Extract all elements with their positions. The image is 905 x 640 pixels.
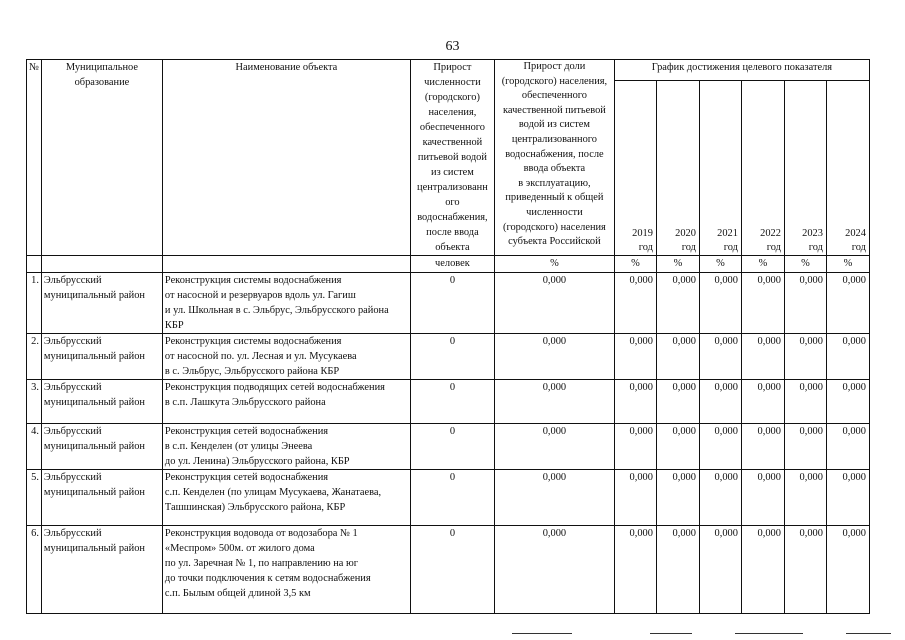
row-year-2019: 0,000 <box>614 334 656 380</box>
row-population: 0 <box>410 470 494 526</box>
unit-year: % <box>784 256 826 273</box>
table-row <box>27 334 870 380</box>
row-year-2019: 0,000 <box>614 526 656 614</box>
row-share: 0,000 <box>494 334 614 380</box>
header-year-2022: 2022 год <box>741 80 784 255</box>
table-row <box>27 380 870 424</box>
row-year-2019: 0,000 <box>614 380 656 424</box>
unit-year: % <box>826 256 869 273</box>
row-population: 0 <box>410 424 494 470</box>
header-increase-population: Прирост численности (городского) населения, обеспеченного качественной питьевой водой из систем централизованн ого водоснабжения, после ввода объекта <box>410 60 494 256</box>
row-municipality: Эльбрусский муниципальный район <box>41 526 162 614</box>
table-row <box>27 526 870 614</box>
row-municipality: Эльбрусский муниципальный район <box>41 334 162 380</box>
row-year-2023: 0,000 <box>784 526 826 614</box>
table-row <box>27 273 870 334</box>
row-share: 0,000 <box>494 526 614 614</box>
row-year-2019: 0,000 <box>614 470 656 526</box>
row-object: Реконструкция сетей водоснабжения в с.п. Кенделен (от улицы Энеева до ул. Ленина) Эльбрусского района, КБР <box>162 424 410 470</box>
row-year-2020: 0,000 <box>656 424 699 470</box>
page-number: 63 <box>445 39 460 54</box>
row-year-2023: 0,000 <box>784 273 826 334</box>
row-number: 2. <box>27 334 42 380</box>
row-year-2023: 0,000 <box>784 334 826 380</box>
row-population: 0 <box>410 273 494 334</box>
row-year-2023: 0,000 <box>784 470 826 526</box>
scan-artifact-line <box>512 633 572 634</box>
row-year-2024: 0,000 <box>826 470 869 526</box>
row-year-2019: 0,000 <box>614 424 656 470</box>
row-object: Реконструкция сетей водоснабжения с.п. Кенделен (по улицам Мусукаева, Жанатаева, Ташшинская) Эльбрусского района, КБР <box>162 470 410 526</box>
row-municipality: Эльбрусский муниципальный район <box>41 273 162 334</box>
row-year-2022: 0,000 <box>741 334 784 380</box>
target-indicator-table <box>26 59 870 614</box>
row-year-2022: 0,000 <box>741 470 784 526</box>
row-year-2023: 0,000 <box>784 424 826 470</box>
header-num: № <box>27 60 42 256</box>
unit-population: человек <box>410 256 494 273</box>
row-year-2020: 0,000 <box>656 380 699 424</box>
row-year-2023: 0,000 <box>784 380 826 424</box>
row-year-2024: 0,000 <box>826 526 869 614</box>
row-object: Реконструкция водовода от водозабора № 1 «Меспром» 500м. от жилого дома по ул. Заречная № 1, по направлению на юг до точки подключения к сетям водоснабжения с.п. Былым общей длиной 3,5 км <box>162 526 410 614</box>
header-year-2020: 2020 год <box>656 80 699 255</box>
row-object: Реконструкция системы водоснабжения от насосной по. ул. Лесная и ул. Мусукаева в с. Эльбрус, Эльбрусского района КБР <box>162 334 410 380</box>
row-year-2020: 0,000 <box>656 470 699 526</box>
row-share: 0,000 <box>494 380 614 424</box>
unit-year: % <box>656 256 699 273</box>
row-year-2024: 0,000 <box>826 380 869 424</box>
row-year-2020: 0,000 <box>656 526 699 614</box>
header-year-2023: 2023 год <box>784 80 826 255</box>
units-row <box>27 256 870 273</box>
row-year-2021: 0,000 <box>699 424 741 470</box>
row-year-2022: 0,000 <box>741 380 784 424</box>
table-row <box>27 470 870 526</box>
row-year-2020: 0,000 <box>656 334 699 380</box>
row-number: 5. <box>27 470 42 526</box>
row-year-2021: 0,000 <box>699 470 741 526</box>
row-year-2024: 0,000 <box>826 334 869 380</box>
unit-share: % <box>494 256 614 273</box>
row-year-2021: 0,000 <box>699 380 741 424</box>
row-year-2019: 0,000 <box>614 273 656 334</box>
header-year-2024: 2024 год <box>826 80 869 255</box>
row-municipality: Эльбрусский муниципальный район <box>41 470 162 526</box>
row-year-2021: 0,000 <box>699 334 741 380</box>
header-year-2019: 2019 год <box>614 80 656 255</box>
row-object: Реконструкция системы водоснабжения от насосной и резервуаров вдоль ул. Гагиш и ул. Школьная в с. Эльбрус, Эльбрусского района КБР <box>162 273 410 334</box>
unit-year: % <box>699 256 741 273</box>
row-year-2022: 0,000 <box>741 273 784 334</box>
header-increase-share: Прирост доли (городского) населения, обеспеченного качественной питьевой водой из систем централизованного водоснабжения, после ввода объекта в эксплуатацию, приведенный к общей численности (городского) населения субъекта Российской <box>494 60 614 256</box>
unit-year: % <box>741 256 784 273</box>
row-number: 1. <box>27 273 42 334</box>
row-year-2022: 0,000 <box>741 526 784 614</box>
row-municipality: Эльбрусский муниципальный район <box>41 380 162 424</box>
row-population: 0 <box>410 526 494 614</box>
row-year-2024: 0,000 <box>826 273 869 334</box>
row-year-2021: 0,000 <box>699 273 741 334</box>
header-schedule: График достижения целевого показателя <box>614 60 869 81</box>
row-share: 0,000 <box>494 470 614 526</box>
header-object-name: Наименование объекта <box>162 60 410 256</box>
row-year-2020: 0,000 <box>656 273 699 334</box>
row-year-2022: 0,000 <box>741 424 784 470</box>
row-year-2021: 0,000 <box>699 526 741 614</box>
header-municipality: Муниципальное образование <box>41 60 162 256</box>
row-number: 4. <box>27 424 42 470</box>
scan-artifact-line <box>735 633 803 634</box>
row-municipality: Эльбрусский муниципальный район <box>41 424 162 470</box>
unit-year: % <box>614 256 656 273</box>
header-year-2021: 2021 год <box>699 80 741 255</box>
row-object: Реконструкция подводящих сетей водоснабжения в с.п. Лашкута Эльбрусского района <box>162 380 410 424</box>
scan-artifact-line <box>650 633 692 634</box>
row-share: 0,000 <box>494 273 614 334</box>
row-population: 0 <box>410 334 494 380</box>
scan-artifact-line <box>846 633 891 634</box>
row-population: 0 <box>410 380 494 424</box>
row-year-2024: 0,000 <box>826 424 869 470</box>
row-share: 0,000 <box>494 424 614 470</box>
row-number: 3. <box>27 380 42 424</box>
table-row <box>27 424 870 470</box>
row-number: 6. <box>27 526 42 614</box>
